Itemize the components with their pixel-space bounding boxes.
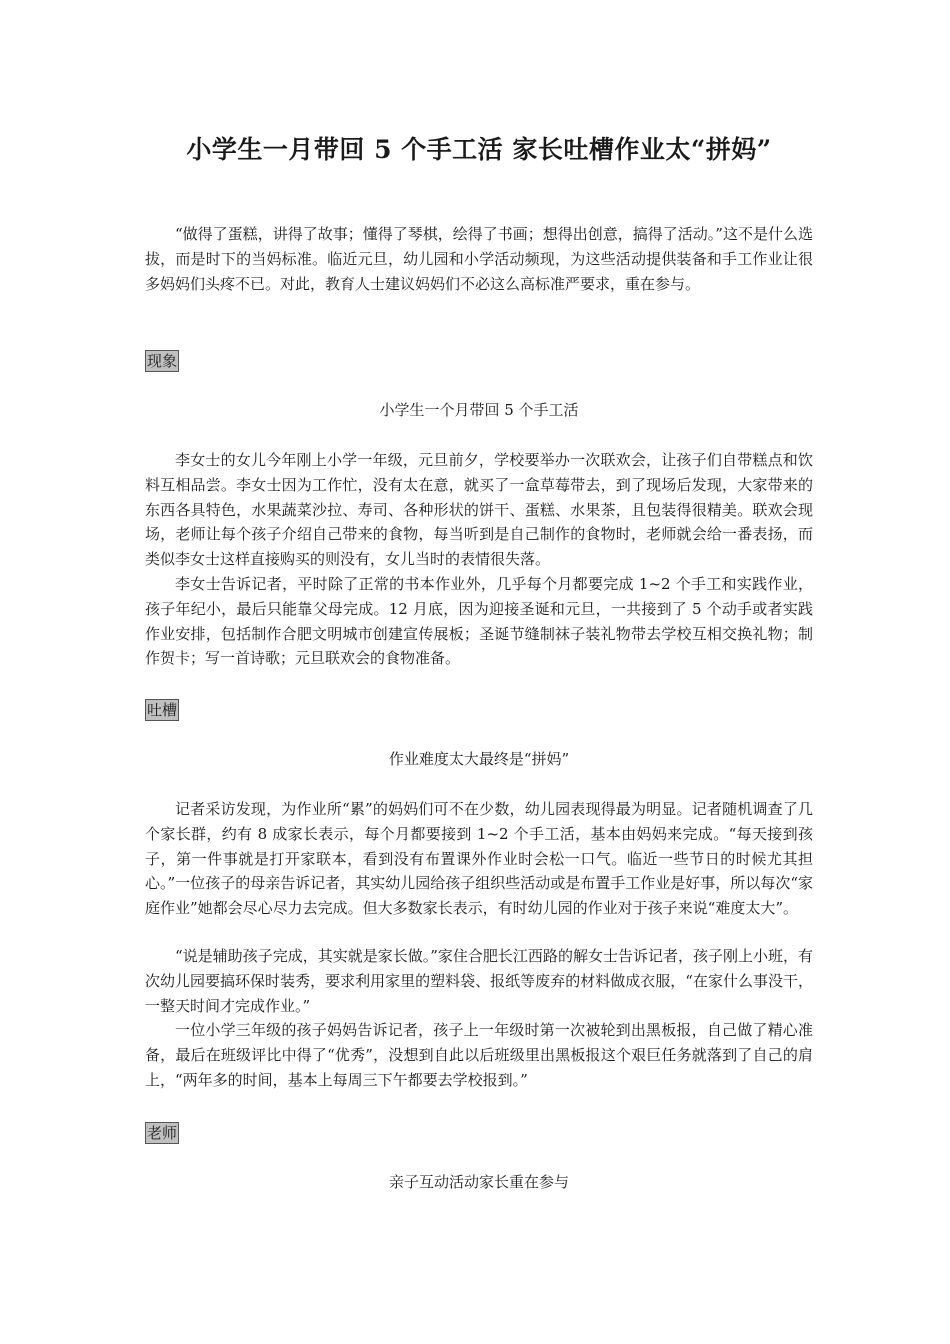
article-title: 小学生一月带回 5 个手工活 家长吐槽作业太“拼妈” xyxy=(186,135,772,164)
intro-paragraph: “做得了蛋糕，讲得了故事；懂得了琴棋，绘得了书画；想得出创意，搞得了活动。”这不是什么选拔，而是时下的当妈标准。临近元旦，幼儿园和小学活动频现，为这些活动提供装备和手工作业让很多妈妈们头疼不已。对此，教育人士建议妈妈们不必这么高标准严要求，重在参与。 xyxy=(145,225,813,293)
body-paragraph: “说是辅助孩子完成，其实就是家长做。”家住合肥长江西路的解女士告诉记者，孩子刚上小班，有次幼儿园要搞环保时装秀，要求利用家里的塑料袋、报纸等废弃的材料做成衣服，“在家什么事没干，一整天时间才完成作业。” xyxy=(145,947,813,1015)
section-tag-complaints: 吐槽 xyxy=(147,701,178,719)
section-subtitle-complaints: 作业难度太大最终是“拼妈” xyxy=(388,750,570,768)
section-subtitle-phenomenon: 小学生一个月带回 5 个手工活 xyxy=(379,401,579,419)
body-paragraph: 李女士告诉记者，平时除了正常的书本作业外，几乎每个月都要完成 1~2 个手工和实践作业，孩子年纪小，最后只能靠父母完成。12 月底，因为迎接圣诞和元旦，一共接到了 5 个动手或者实践作业安排，包括制作合肥文明城市创建宣传展板；圣诞节缝制袜子装礼物带去学校互相交换礼物；制作贺卡；写一首诗歌；元旦联欢会的食物准备。 xyxy=(145,575,813,668)
body-paragraph: 一位小学三年级的孩子妈妈告诉记者，孩子上一年级时第一次被轮到出黑板报，自己做了精心准备，最后在班级评比中得了“优秀”，没想到自此以后班级里出黑板报这个艰巨任务就落到了自己的肩上，“两年多的时间，基本上每周三下午都要去学校报到。” xyxy=(145,1021,813,1089)
section-subtitle-teachers: 亲子互动活动家长重在参与 xyxy=(388,1173,569,1191)
body-paragraph: 记者采访发现，为作业所“累”的妈妈们可不在少数，幼儿园表现得最为明显。记者随机调查了几个家长群，约有 8 成家长表示，每个月都要接到 1~2 个手工活，基本由妈妈来完成。“每天接到孩子，第一件事就是打开家联本，看到没有布置课外作业时会松一口气。临近一些节日的时候尤其担心。”一位孩子的母亲告诉记者，其实幼儿园给孩子组织些活动或是布置手工作业是好事，所以每次“家庭作业”她都会尽心尽力去完成。但大多数家长表示，有时幼儿园的作业对于孩子来说“难度太大”。 xyxy=(145,800,813,918)
section-tag-phenomenon: 现象 xyxy=(147,352,178,370)
section-tag-teachers: 老师 xyxy=(147,1124,178,1142)
body-paragraph: 李女士的女儿今年刚上小学一年级，元旦前夕，学校要举办一次联欢会，让孩子们自带糕点和饮料互相品尝。李女士因为工作忙，没有太在意，就买了一盒草莓带去，到了现场后发现，大家带来的东西各具特色，水果蔬菜沙拉、寿司、各种形状的饼干、蛋糕、水果茶，且包装得很精美。联欢会现场，老师让每个孩子介绍自己带来的食物，每当听到是自己制作的食物时，老师就会给一番表扬，而类似李女士这样直接购买的则没有，女儿当时的表情很失落。 xyxy=(145,451,813,569)
